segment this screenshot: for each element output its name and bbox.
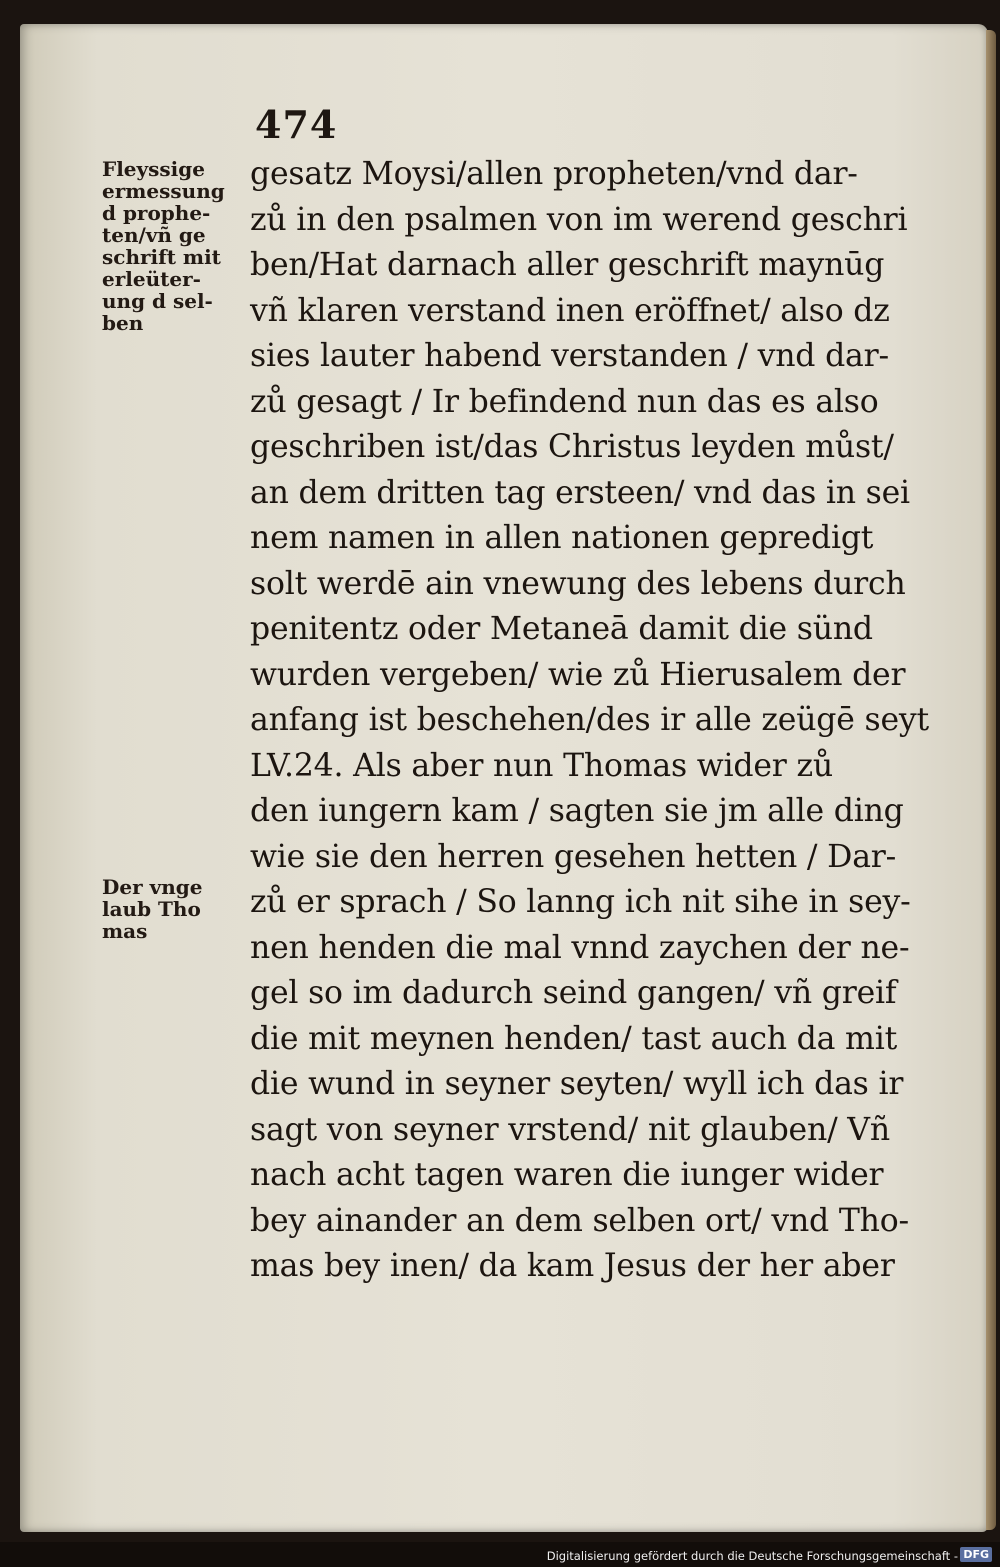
text-line: geschriben ist/das Christus leyden můst/ [250, 429, 894, 465]
text-line: mas bey inen/ da kam Jesus der her aber [250, 1248, 895, 1284]
page-number: 474 [255, 102, 338, 147]
text-line: sagt von seyner vrstend/ nit glauben/ Vñ [250, 1111, 890, 1148]
text-line: vñ klaren verstand inen eröffnet/ also dz [250, 292, 890, 329]
margin-note-line: ten/vñ ge [102, 223, 206, 247]
body-text [250, 152, 950, 1290]
margin-note-line: Fleyssige [102, 157, 205, 181]
text-line: die wund in seyner seyten/ wyll ich das ir [250, 1066, 904, 1102]
margin-note-line: laub Tho [102, 897, 201, 921]
margin-note-line: ermessung [102, 179, 225, 203]
text-line: wurden vergeben/ wie zů Hierusalem der [250, 656, 906, 693]
text-line: penitentz oder Metaneā damit die sünd [250, 611, 873, 647]
text-line: ben/Hat darnach aller geschrift maynūg [250, 247, 885, 283]
margin-note-line: d prophe- [102, 201, 211, 225]
page-edge [986, 30, 996, 1530]
text-line: nen henden die mal vnnd zaychen der ne- [250, 929, 910, 966]
text-line: nem namen in allen nationen gepredigt [250, 520, 874, 556]
margin-note-1 [102, 158, 252, 334]
text-line: LV.24. Als aber nun Thomas wider zů [250, 747, 833, 784]
text-line: die mit meynen henden/ tast auch da mit [250, 1020, 898, 1057]
text-line: anfang ist beschehen/des ir alle zeügē seyt [250, 702, 929, 738]
text-line: solt werdē ain vnewung des lebens durch [250, 565, 906, 602]
margin-note-line: ung d sel- [102, 289, 213, 313]
text-line: gel so im dadurch seind gangen/ vñ greif [250, 975, 897, 1011]
margin-note-line: mas [102, 919, 148, 943]
margin-note-line: ben [102, 311, 144, 335]
text-line: zů gesagt / Ir befindend nun das es also [250, 383, 879, 420]
text-line: den iungern kam / sagten sie jm alle ding [250, 793, 904, 829]
text-line: zů in den psalmen von im werend geschri [250, 201, 908, 238]
text-line: nach acht tagen waren die iunger wider [250, 1157, 884, 1193]
text-line: gesatz Moysi/allen propheten/vnd dar- [250, 156, 858, 192]
text-line: wie sie den herren gesehen hetten / Dar- [250, 838, 897, 875]
text-line: sies lauter habend verstanden / vnd dar- [250, 338, 889, 374]
text-line: bey ainander an dem selben ort/ vnd Tho- [250, 1202, 909, 1239]
text-line: zů er sprach / So lanng ich nit sihe in sey- [250, 884, 911, 920]
margin-note-2 [102, 876, 252, 942]
margin-note-line: schrift mit [102, 245, 221, 269]
text-line: an dem dritten tag ersteen/ vnd das in sei [250, 474, 910, 511]
footer-credit: Digitalisierung gefördert durch die Deutsche Forschungsgemeinschaft - [546, 1549, 958, 1563]
margin-note-line: erleüter- [102, 267, 201, 291]
dfg-logo: DFG [960, 1547, 992, 1562]
margin-note-line: Der vnge [102, 875, 203, 899]
